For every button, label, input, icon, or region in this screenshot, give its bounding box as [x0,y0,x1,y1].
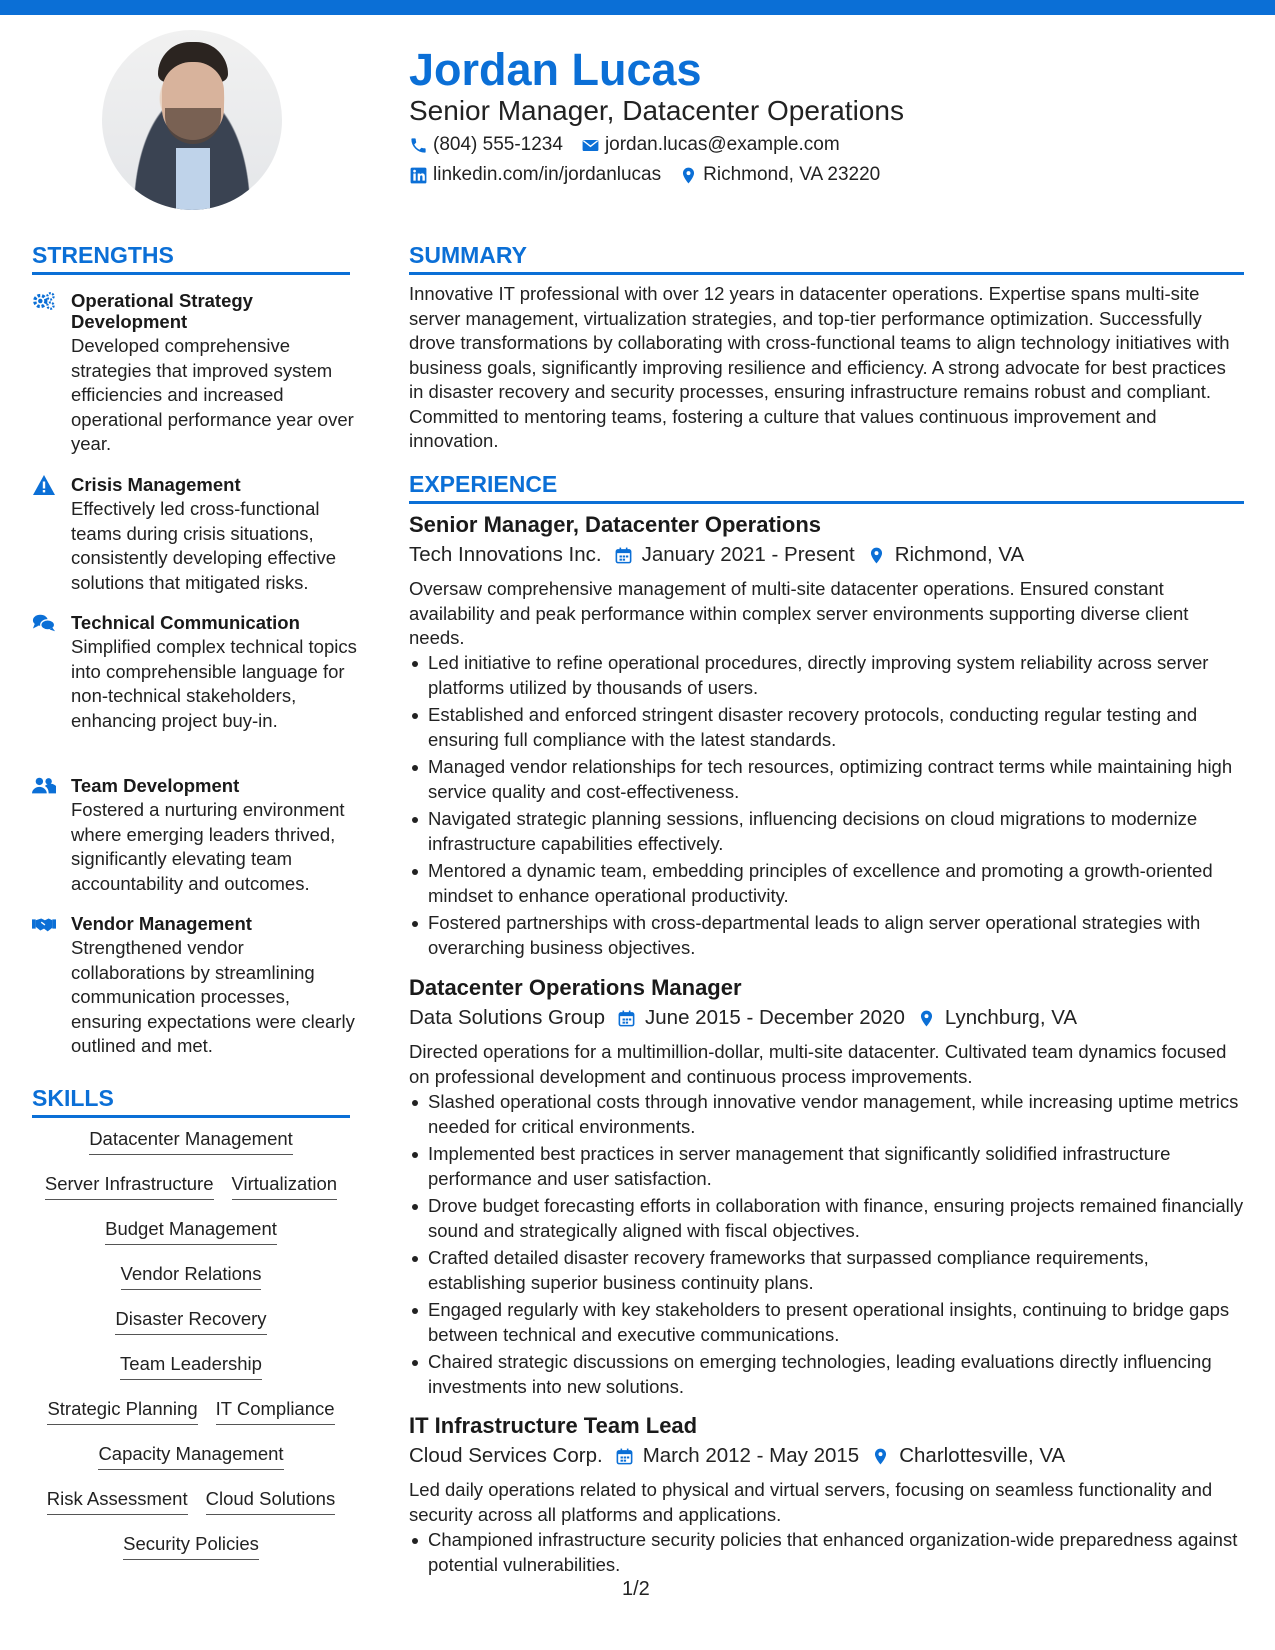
skill-tag: Disaster Recovery [115,1308,266,1335]
strength-description: Strengthened vendor collaborations by streamlining communication processes, ensuring expectations were clearly outlined and met. [71,937,355,1056]
strength-description: Simplified complex technical topics into comprehensible language for non-technical stakeholders, enhancing project buy-in. [71,636,357,731]
experience-rule [409,501,1244,504]
bullet-item: Navigated strategic planning sessions, influencing decisions on cloud migrations to modernize infrastructure capabilities effectively. [409,807,1244,856]
job-title: IT Infrastructure Team Lead [409,1413,698,1438]
strength-title: Technical Communication [71,612,300,633]
location-text: Richmond, VA 23220 [703,164,881,185]
users-icon [32,775,56,797]
strength-title: Operational Strategy Development [71,290,253,332]
job-meta [409,543,1024,567]
strength-item [32,913,362,1059]
map-pin-icon [917,1009,936,1028]
candidate-title: Senior Manager, Datacenter Operations [409,95,904,126]
gears-icon [32,290,56,312]
skill-tag: Team Leadership [120,1353,262,1380]
skill-row [32,1443,350,1488]
skill-row [32,1308,350,1353]
skill-row [32,1398,350,1443]
job-location: Lynchburg, VA [944,1006,1078,1029]
warning-icon [32,474,56,496]
job-description: Directed operations for a multimillion-dollar, multi-site datacenter. Cultivated team dynamics focused on professional development and continuous process improvements. [409,1041,1227,1087]
strength-item [32,612,362,733]
job-dates: June 2015 - December 2020 [645,1006,905,1029]
skill-tag: Risk Assessment [47,1488,188,1515]
job-bullets [409,651,1244,963]
strengths-heading: STRENGTHS [32,242,174,268]
job-description: Led daily operations related to physical and virtual servers, focusing on seamless functionality and security across all platforms and applications. [409,1479,1213,1525]
job-company: Data Solutions Group [409,1006,606,1029]
strength-item [32,290,362,457]
skill-row [32,1533,350,1578]
phone-contact[interactable] [409,134,563,156]
skill-row [32,1488,350,1533]
job-location: Charlottesville, VA [899,1444,1066,1467]
calendar-icon [615,1447,634,1466]
strength-item [32,474,362,595]
job-title: Senior Manager, Datacenter Operations [409,512,822,537]
email-contact[interactable] [581,134,840,156]
phone-text: (804) 555-1234 [433,134,563,155]
location-contact [679,164,880,186]
email-text: jordan.lucas@example.com [604,134,840,155]
skill-tag: Datacenter Management [89,1128,293,1155]
bullet-item: Drove budget forecasting efforts in collaboration with finance, ensuring projects remained financially sound and strategically aligned with fiscal objectives. [409,1194,1244,1243]
contact-row-1 [409,134,840,156]
bullet-item: Championed infrastructure security policies that enhanced organization-wide preparedness against potential vulnerabilities. [409,1528,1244,1577]
skill-tag: Server Infrastructure [45,1173,214,1200]
strength-title: Crisis Management [71,474,241,495]
bullet-item: Fostered partnerships with cross-departmental leads to align server operational strategies with overarching business objectives. [409,911,1244,960]
strength-title: Team Development [71,775,240,796]
bullet-item: Engaged regularly with key stakeholders to present operational insights, continuing to bridge gaps between technical and executive communications. [409,1298,1244,1347]
job-company: Cloud Services Corp. [409,1444,603,1467]
handshake-icon [32,913,56,935]
top-accent-bar [0,0,1275,15]
skill-tag: Budget Management [105,1218,277,1245]
skill-tag: Vendor Relations [121,1263,262,1290]
summary-text: Innovative IT professional with over 12 years in datacenter operations. Expertise spans multi-site server management, virtualization strategies, and top-tier performance optimization. Successfully drove transformations by collaborating with cross-functional teams to align technology initiatives with business goals, significantly improving resilience and efficiency. A strong advocate for best practices in disaster recovery and security processes, ensuring infrastructure remains robust and compliant. Committed to mentoring teams, fostering a culture that values continuous improvement and innovation. [409,283,1230,451]
skills-rule [32,1115,350,1118]
job-bullets [409,1090,1244,1402]
calendar-icon [614,546,633,565]
strength-description: Effectively led cross-functional teams during crisis situations, consistently developing effective solutions that mitigated risks. [71,498,336,593]
skill-tag: Cloud Solutions [206,1488,336,1515]
skill-row [32,1128,350,1173]
skills-heading: SKILLS [32,1085,114,1111]
job-dates: March 2012 - May 2015 [642,1444,860,1467]
linkedin-contact[interactable] [409,164,661,186]
skill-tag: Strategic Planning [47,1398,197,1425]
skill-tag: Security Policies [123,1533,259,1560]
page-number: 1/2 [622,1578,650,1600]
strengths-rule [32,272,350,275]
bullet-item: Crafted detailed disaster recovery frameworks that surpassed compliance requirements, establishing superior business continuity plans. [409,1246,1244,1295]
strength-description: Developed comprehensive strategies that improved system efficiencies and increased operational performance year over year. [71,335,354,454]
bullet-item: Mentored a dynamic team, embedding principles of excellence and promoting a growth-oriented mindset to enhance operational productivity. [409,859,1244,908]
map-pin-icon [871,1447,890,1466]
envelope-icon [581,136,600,155]
skill-row [32,1173,350,1218]
bullet-item: Managed vendor relationships for tech resources, optimizing contract terms while maintaining high service quality and cost-effectiveness. [409,755,1244,804]
skills-list [32,1128,350,1578]
bullet-item: Chaired strategic discussions on emerging technologies, leading evaluations directly influencing investments into new solutions. [409,1350,1244,1399]
strength-title: Vendor Management [71,913,252,934]
calendar-icon [617,1009,636,1028]
job-meta [409,1444,1065,1468]
job-description: Oversaw comprehensive management of multi-site datacenter operations. Ensured constant availability and peak performance within complex server environments supporting diverse client needs. [409,578,1189,648]
candidate-name: Jordan Lucas [409,44,702,95]
map-pin-icon [679,166,698,185]
job-dates: January 2021 - Present [641,543,855,566]
strength-item [32,775,362,896]
map-pin-icon [867,546,886,565]
summary-heading: SUMMARY [409,242,527,268]
job-bullets [409,1528,1244,1580]
linkedin-text: linkedin.com/in/jordanlucas [433,164,662,185]
job-meta [409,1006,1077,1030]
skill-tag: Capacity Management [98,1443,283,1470]
skill-row [32,1353,350,1398]
skill-tag: Virtualization [232,1173,338,1200]
skill-row [32,1218,350,1263]
skill-row [32,1263,350,1308]
profile-photo [102,30,282,210]
skill-tag: IT Compliance [216,1398,335,1425]
bullet-item: Slashed operational costs through innovative vendor management, while increasing uptime metrics needed for critical environments. [409,1090,1244,1139]
comments-icon [32,612,56,634]
experience-heading: EXPERIENCE [409,471,558,497]
phone-icon [409,136,428,155]
bullet-item: Established and enforced stringent disaster recovery protocols, conducting regular testing and ensuring full compliance with the latest standards. [409,703,1244,752]
summary-rule [409,272,1244,275]
contact-row-2 [409,164,880,186]
job-title: Datacenter Operations Manager [409,975,742,1000]
job-company: Tech Innovations Inc. [409,543,602,566]
bullet-item: Led initiative to refine operational procedures, directly improving system reliability across server platforms utilized by thousands of users. [409,651,1244,700]
linkedin-icon [409,166,428,185]
strength-description: Fostered a nurturing environment where emerging leaders thrived, significantly elevating team accountability and outcomes. [71,799,345,894]
bullet-item: Implemented best practices in server management that significantly solidified infrastructure performance and user satisfaction. [409,1142,1244,1191]
job-location: Richmond, VA [894,543,1025,566]
